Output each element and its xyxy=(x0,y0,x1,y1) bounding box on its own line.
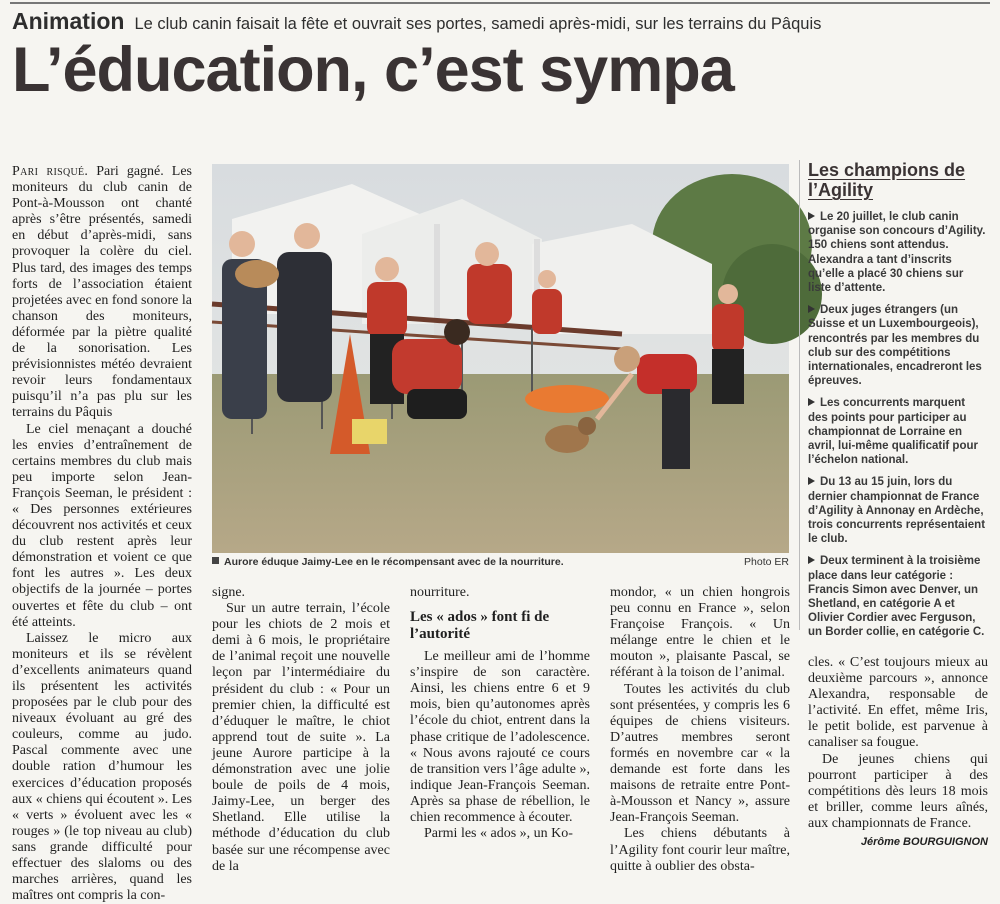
sidebar-rule xyxy=(799,160,800,630)
paragraph: Le ciel menaçant a douché les envies d’entraînement de certains membres du club mais peu importe selon Jean-François Seeman, le président : « Des personnes extérieures découvrent nos activités et ceux du club restent après leur démonstration et voient ce que font les autres ». Les deux objectifs de la journée – portes ouvertes et fête du club – ont été atteints. xyxy=(12,421,192,630)
lead-in: Pari risqué. xyxy=(12,164,89,179)
paragraph: cles. « C’est toujours mieux au deuxième parcours », annonce Alexandra, responsable de l’activité. En effet, même Iris, le petit bolide, est parvenue à canaliser sa fougue. xyxy=(808,655,988,751)
paragraph: Sur un autre terrain, l’école pour les chiots de 2 mois et demi à 6 mois, le propriétaire de l’animal reçoit une nouvelle leçon par l’intermédiaire du président du club : « Pour un premier chien, la difficulté est d’éduquer le maître, le chiot apprend tout de suite ». La jeune Aurore participe à la démonstration avec une jolie boule de poils de 4 mois, Jaimy-Lee, un berger des Shetland. Elle utilise la méthode d’éducation du club basée sur une récompense avec de la xyxy=(212,601,390,874)
paragraph: Pari risqué. Pari gagné. Les moniteurs du club canin de Pont-à-Mousson ont chanté après s’être présentés, samedi en début d’après-midi, sans provoquer la colère du ciel. Plus tard, des images des temps forts de l’association étaient projetées avec en fond sonore la chanson des moniteurs, déformée par la piètre qualité de la sonorisation. Les prévisionnistes météo devraient revoir leurs fondamentaux puisqu’il n’a pas plu sur les terrains du Pâquis xyxy=(12,164,192,421)
sidebar-item: Du 13 au 15 juin, lors du dernier championnat de France d’Agility à Annonay en Ardèche, trois concurrents représentaient le club. xyxy=(808,476,986,546)
triangle-bullet-icon xyxy=(808,556,815,564)
lead-line: Le club canin faisait la fête et ouvrait ses portes, samedi après-midi, sur les terrains du Pâquis xyxy=(134,15,822,33)
article-column-4 xyxy=(610,585,790,874)
paragraph: signe. xyxy=(212,585,246,600)
paragraph: Laissez le micro aux moniteurs et ils se révèlent d’excellents animateurs quand ils présentent les activités proposées par le club pour des niveaux évoluant au gré des couleurs, comme au judo. Pascal commente avec une double ration d’humour les exercices d’éducation proposés aux « chiens qui écoutent ». Les « verts » évoluent avec les « rouges » (le top niveau au club) sans grande difficulté pour effectuer des slaloms ou des marches arrières, quand les maîtres ont compris la con- xyxy=(12,630,193,904)
sidebar-title: Les champions de l’Agility xyxy=(808,160,966,200)
triangle-bullet-icon xyxy=(808,477,815,485)
paragraph: Parmi les « ados », un Ko- xyxy=(424,826,573,842)
author-signature: Jérôme BOURGUIGNON xyxy=(860,836,988,849)
kicker xyxy=(12,8,992,35)
sidebar-item: Le 20 juillet, le club canin organise son concours d’Agility. 150 chiens sont attendus. Alexandra a tant d’inscrits qu’elle a placé 30 chiens sur liste d’attente. xyxy=(808,211,986,295)
sidebar-item: Deux juges étrangers (un Suisse et un Luxembourgeois), rencontrés par les membres du club sur des compétitions internationales, encadreront les épreuves. xyxy=(808,304,982,388)
paragraph: nourriture. xyxy=(410,585,470,600)
article-photo xyxy=(212,164,789,553)
paragraph: Toutes les activités du club sont présentées, y compris les 6 équipes de chiens visiteurs. D’autres membres seront formés en novembre car « la demande est forte dans les maisons de retraite entre Pont-à-Mousson et Nancy », assure Jean-François Seeman. xyxy=(610,681,790,826)
article-column-5 xyxy=(808,655,988,849)
triangle-bullet-icon xyxy=(808,212,815,220)
article-column-2 xyxy=(212,585,390,874)
paragraph: Le meilleur ami de l’homme s’inspire de son caractère. Ainsi, les chiens entre 6 et 9 mois, bien qu’autonomes après l’école du chiot, entrent dans la phase critique de l’adolescence. « Nous avons rajouté ce cours de transition vers l’âge adulte », indique Jean-François Seeman. Après sa phase de rébellion, le chien recommence à écouter. xyxy=(410,649,590,826)
triangle-bullet-icon xyxy=(808,305,815,313)
sidebar-item: Deux terminent à la troisième place dans leur catégorie : Francis Simon avec Denver, un Shetland, en catégorie A et Olivier Cordier avec Ferguson, un Border collie, en catégorie C. xyxy=(808,555,985,639)
paragraph: De jeunes chiens qui pourront participer à des compétitions dès leurs 18 mois et briller, comme leurs aînés, aux championnats de France. xyxy=(808,751,988,831)
photo-caption: Aurore éduque Jaimy-Lee en le récompensant avec de la nourriture. Photo ER xyxy=(212,556,789,568)
sidebar-item: Les concurrents marquent des points pour participer au championnat de Lorraine en avril, lui-même qualificatif pour l’échelon national. xyxy=(808,397,978,467)
paragraph: mondor, « un chien hongrois peu connu en France », selon Françoise François. « Un mélange entre le chien et le mouton », plaisante Pascal, se référant à la toison de l’animal. xyxy=(610,585,790,681)
paragraph: Les chiens débutants à l’Agility font courir leur maître, quitte à oublier des obsta- xyxy=(610,826,790,874)
article-column-1 xyxy=(12,164,193,904)
rubric: Animation xyxy=(12,8,125,34)
triangle-bullet-icon xyxy=(808,398,815,406)
top-rule xyxy=(10,2,990,4)
article-column-3 xyxy=(410,585,590,842)
bullet-square-icon xyxy=(212,557,219,564)
subheading: Les « ados » font fi de l’autorité xyxy=(410,609,550,643)
photo-illustration xyxy=(212,164,789,553)
sidebar-box xyxy=(808,160,988,648)
headline: L’éducation, c’est sympa xyxy=(12,35,734,105)
photo-credit: Photo ER xyxy=(744,556,789,568)
